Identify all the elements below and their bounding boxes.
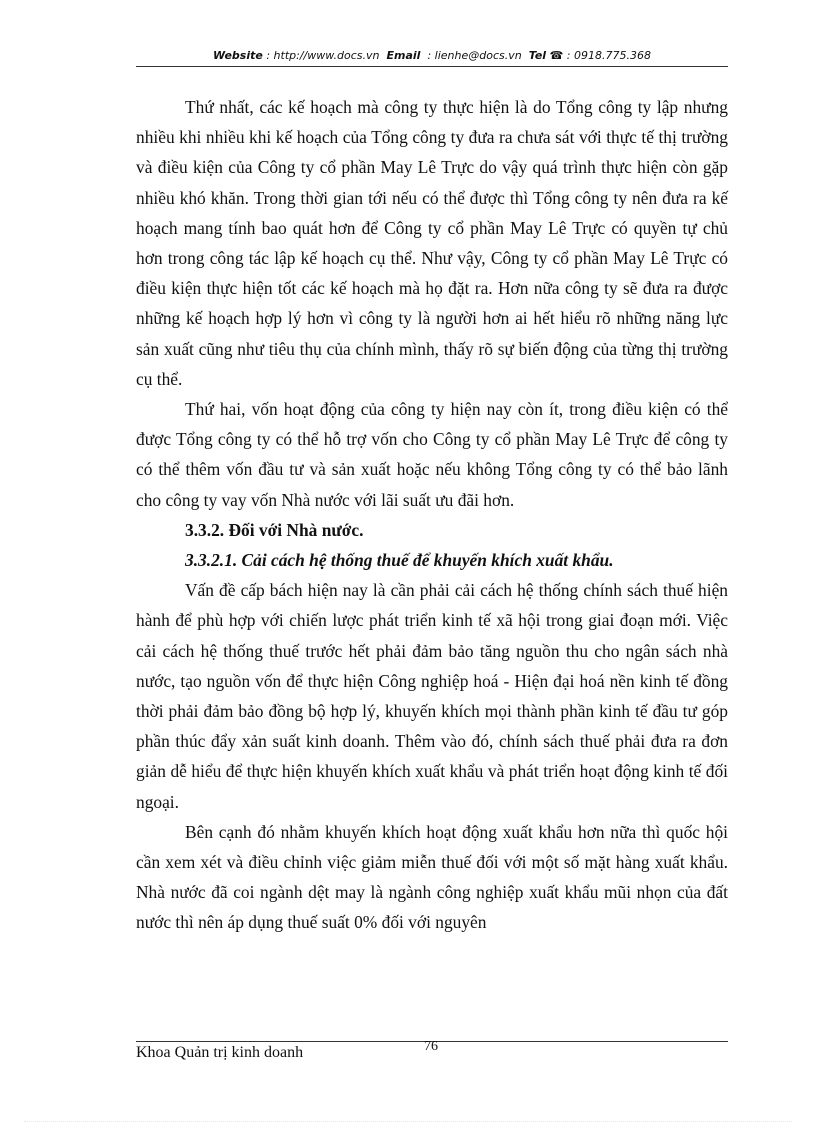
page-number: 76 [424,1039,438,1054]
tel-label: Tel [528,49,547,62]
document-body [136,92,728,938]
paragraph-1: Thứ nhất, các kế hoạch mà công ty thực hiện là do Tổng công ty lập nhưng nhiều khi nhiều khi kế hoạch của Tổng công ty đưa ra chưa sát với thực tế thị trường và điều kiện của Công ty cổ phần May Lê Trực do vậy quá trình thực hiện còn gặp nhiều khó khăn. Trong thời gian tới nếu có thể được thì Tổng công ty nên đưa ra kế hoạch mang tính bao quát hơn để Công ty cổ phần May Lê Trực có quyền tự chủ hơn trong công tác lập kế hoạch cụ thể. Như vậy, Công ty cổ phần May Lê Trực có điều kiện thực hiện tốt các kế hoạch mà họ đặt ra. Hơn nữa công ty sẽ đưa ra được những kế hoạch hợp lý hơn vì công ty là người hơn ai hết hiểu rõ những năng lực sản xuất cũng như tiêu thụ của chính mình, thấy rõ sự biến động của từng thị trường cụ thể. [136,97,728,389]
header-divider [136,66,728,67]
subsection-heading: 3.3.2.1. Cải cách hệ thống thuế để khuyến khích xuất khẩu. [185,550,614,571]
website-label: Website [213,49,263,62]
footer-department: Khoa Quản trị kinh doanh [136,1044,304,1061]
page-bottom-edge [24,1121,792,1122]
paragraph-4: Bên cạnh đó nhằm khuyến khích hoạt động xuất khẩu hơn nữa thì quốc hội cần xem xét và điều chỉnh việc giảm miễn thuế đối với một số mặt hàng xuất khẩu. Nhà nước đã coi ngành dệt may là ngành công nghiệp xuất khẩu mũi nhọn của đất nước thì nên áp dụng thuế suất 0% đối với nguyên [136,821,728,933]
email-label: Email [386,49,421,62]
website-value[interactable]: : http://www.docs.vn [266,49,380,62]
page-header [136,49,728,62]
email-value[interactable]: : lienhe@docs.vn [427,49,522,62]
paragraph-3: Vấn đề cấp bách hiện nay là cần phải cải cách hệ thống chính sách thuế hiện hành để phù hợp với chiến lược phát triển kinh tế xã hội trong giai đoạn mới. Việc cải cách hệ thống thuế trước hết phải đảm bảo tăng nguồn thu cho ngân sách nhà nước, tạo nguồn vốn để thực hiện Công nghiệp hoá - Hiện đại hoá nền kinh tế đồng thời phải đảm bảo đồng bộ hợp lý, khuyến khích mọi thành phần kinh tế đầu tư góp phần thúc đẩy xản suất kinh doanh. Thêm vào đó, chính sách thuế phải đưa ra đơn giản dễ hiểu để thực hiện khuyến khích xuất khẩu và phát triển hoạt động kinh tế đối ngoại. [136,580,728,812]
tel-value: ☎ : 0918.775.368 [549,49,651,62]
section-heading: 3.3.2. Đối với Nhà nước. [185,519,364,540]
paragraph-2: Thứ hai, vốn hoạt động của công ty hiện nay còn ít, trong điều kiện có thể được Tổng công ty có thể hỗ trợ vốn cho Công ty cổ phần May Lê Trực để công ty có thể thêm vốn đầu tư và sản xuất hoặc nếu không Tổng công ty có thể bảo lãnh cho công ty vay vốn Nhà nước với lãi suất ưu đãi hơn. [136,399,728,510]
